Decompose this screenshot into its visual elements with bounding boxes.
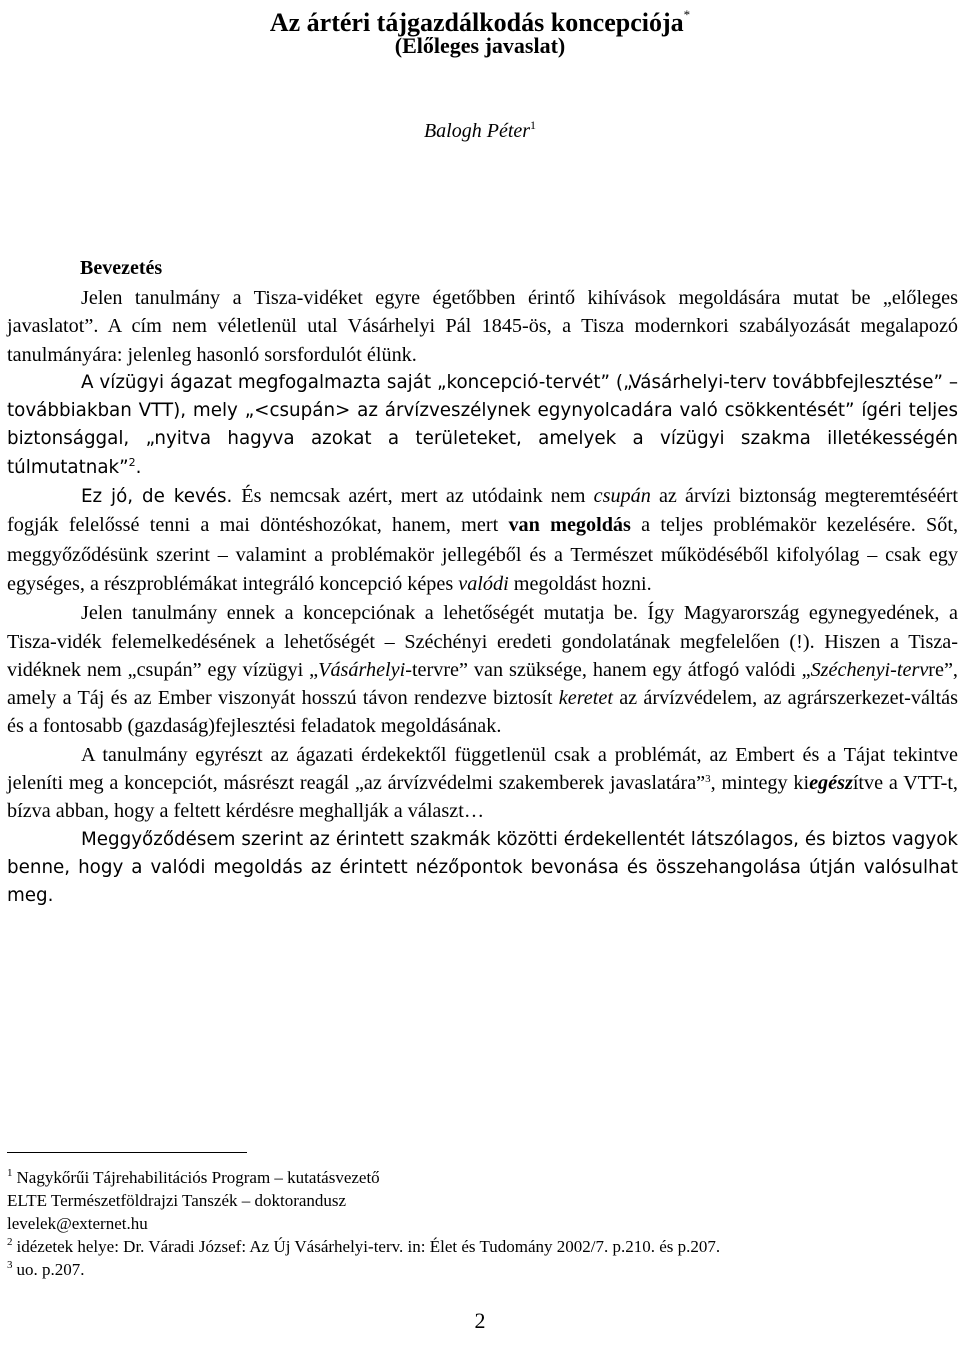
footnote-2 [7, 1235, 947, 1258]
paragraph-solution-text-4: megoldást hozni. [508, 572, 652, 595]
paragraph-concept-emphasis-1: Vásárhelyi [318, 658, 406, 681]
author-footnote-mark: 1 [530, 118, 537, 132]
paragraph-concept-emphasis-3: keretet [558, 687, 613, 710]
title-footnote-mark: * [683, 7, 691, 22]
paragraph-concept [7, 599, 958, 740]
footnotes [7, 1166, 947, 1281]
paragraph-vtt-text: A vízügyi ágazat megfogalmazta saját „koncepció-tervét” („Vásárhelyi-terv továbbfejlesztése” – továbbiakban VTT), mely „<csupán> az árvízveszélynek egynyolcadára való csökkentését” ígéri teljes biztonsággal, „nyitva hagyva azokat a területeket, amelyek a vízügyi szakma illetékességén túlmutatnak” [7, 371, 958, 478]
footnote-ref-3: 3 [705, 773, 711, 786]
paragraph-concept-text-3: re”, amely a Táj és az Ember viszonyát hosszú távon rendezve biztosít [7, 658, 958, 710]
paragraph-study-text-3: ítve a VTT-t, bízva abban, hogy a feltett kérdésre meghallják a választ… [7, 772, 958, 823]
body-text [7, 284, 958, 911]
paragraph-concept-text-1: Jelen tanulmány ennek a koncepciónak a lehetőségét mutatja be. Így Magyarország egynegyedének, a Tisza-vidék felemelkedésének a lehetőségét – Széchényi eredeti gondolatának megfelelően (!). Hiszen a Tisza-vidéknek nem „csupán” egy vízügyi „ [7, 602, 958, 681]
paragraph-solution-emphasis-1: csupán [593, 485, 651, 508]
page-number: 2 [474, 1308, 486, 1333]
footnote-1 [7, 1166, 947, 1189]
footnote-1-email: levelek@externet.hu [7, 1214, 148, 1233]
paragraph-study [7, 741, 958, 826]
paragraph-study-emphasis: egész [809, 772, 853, 795]
paragraph-study-text-2: , mintegy ki [710, 772, 810, 795]
paragraph-concept-emphasis-2: Széchenyi-terv [810, 658, 929, 681]
document-subtitle: (Előleges javaslat) [394, 33, 566, 58]
paragraph-vtt [7, 369, 958, 482]
paragraph-solution [7, 482, 958, 599]
footnote-3 [7, 1258, 947, 1281]
paragraph-concept-text-2: -tervre” van szüksége, hanem egy átfogó valódi „ [405, 658, 811, 681]
paragraph-intro-continuation: szabályozását megalapozó tanulmányára: jelenleg hasonló sorsfordulót élünk. [7, 315, 959, 366]
section-heading: Bevezetés [80, 257, 163, 279]
paragraph-intro-text: Jelen tanulmány a Tisza-vidéket egyre égetőbben érintő kihívások megoldására mutat be „előleges javaslatot”. A cím nem véletlenül utal Vásárhelyi Pál 1845-ös, a Tisza modernkori [7, 287, 958, 338]
paragraph-concept-text-4: az árvízvédelem, az agrárszerkezet-váltás és a fontosabb (gazdaság)fejlesztési feladatok megoldásának. [7, 687, 958, 738]
footnote-2-text: idézetek helye: Dr. Váradi József: Az Új Vásárhelyi-terv. in: Élet és Tudomány 2002/7. p.210. és p.207. [16, 1237, 721, 1256]
paragraph-solution-strong: van megoldás [508, 514, 631, 537]
paragraph-solution-emphasis-2: valódi [458, 572, 509, 595]
paragraph-solution-text-1: És nemcsak azért, mert az utódaink nem [241, 485, 594, 508]
author-line [0, 118, 960, 143]
paragraph-solution-lead: Ez jó, de kevés. [81, 486, 242, 508]
footnote-3-mark: 3 [7, 1259, 13, 1271]
paragraph-study-text-1: A tanulmány egyrészt az ágazati érdekektől függetlenül csak a problémát, az Embert és a Tájat tekintve jeleníti meg a koncepciót, másrészt reagál „az árvízvédelmi szakemberek javaslatára” [7, 743, 958, 795]
author-name: Balogh Péter [423, 120, 531, 142]
footnote-1-mark: 1 [7, 1167, 13, 1179]
footnote-separator [7, 1152, 247, 1153]
paragraph-solution-text-2: az árvízi biztonság megteremtéséért fogják felelőssé tenni a mai döntéshozókat, hanem, mert [7, 485, 959, 537]
paragraph-solution-text-3: a teljes problémakör kezelésére. Sőt, meggyőződésünk szerint – valamint a problémakör jellegéből és a Természet működéséből kifolyólag – csak egy egységes, a részproblémákat integráló koncepció képes [7, 514, 958, 595]
paragraph-intro [7, 284, 958, 369]
paragraph-vtt-end: . [135, 456, 142, 478]
footnote-ref-2: 2 [128, 455, 136, 469]
footnote-3-text: uo. p.207. [16, 1260, 85, 1279]
footnote-1-line-2: ELTE Természetföldrajzi Tanszék – doktorandusz [7, 1191, 347, 1210]
footnote-1-line-1: Nagykőrűi Tájrehabilitációs Program – kutatásvezető [16, 1168, 380, 1187]
footnote-2-mark: 2 [7, 1236, 13, 1248]
document-title-text: Az ártéri tájgazdálkodás koncepciója [269, 8, 684, 37]
paragraph-conclusion: Meggyőződésem szerint az érintett szakmák közötti érdekellentét látszólagos, és biztos vagyok benne, hogy a valódi megoldás az érintett nézőpontok bevonása és összehangolása útján valósulhat meg. [7, 828, 958, 907]
